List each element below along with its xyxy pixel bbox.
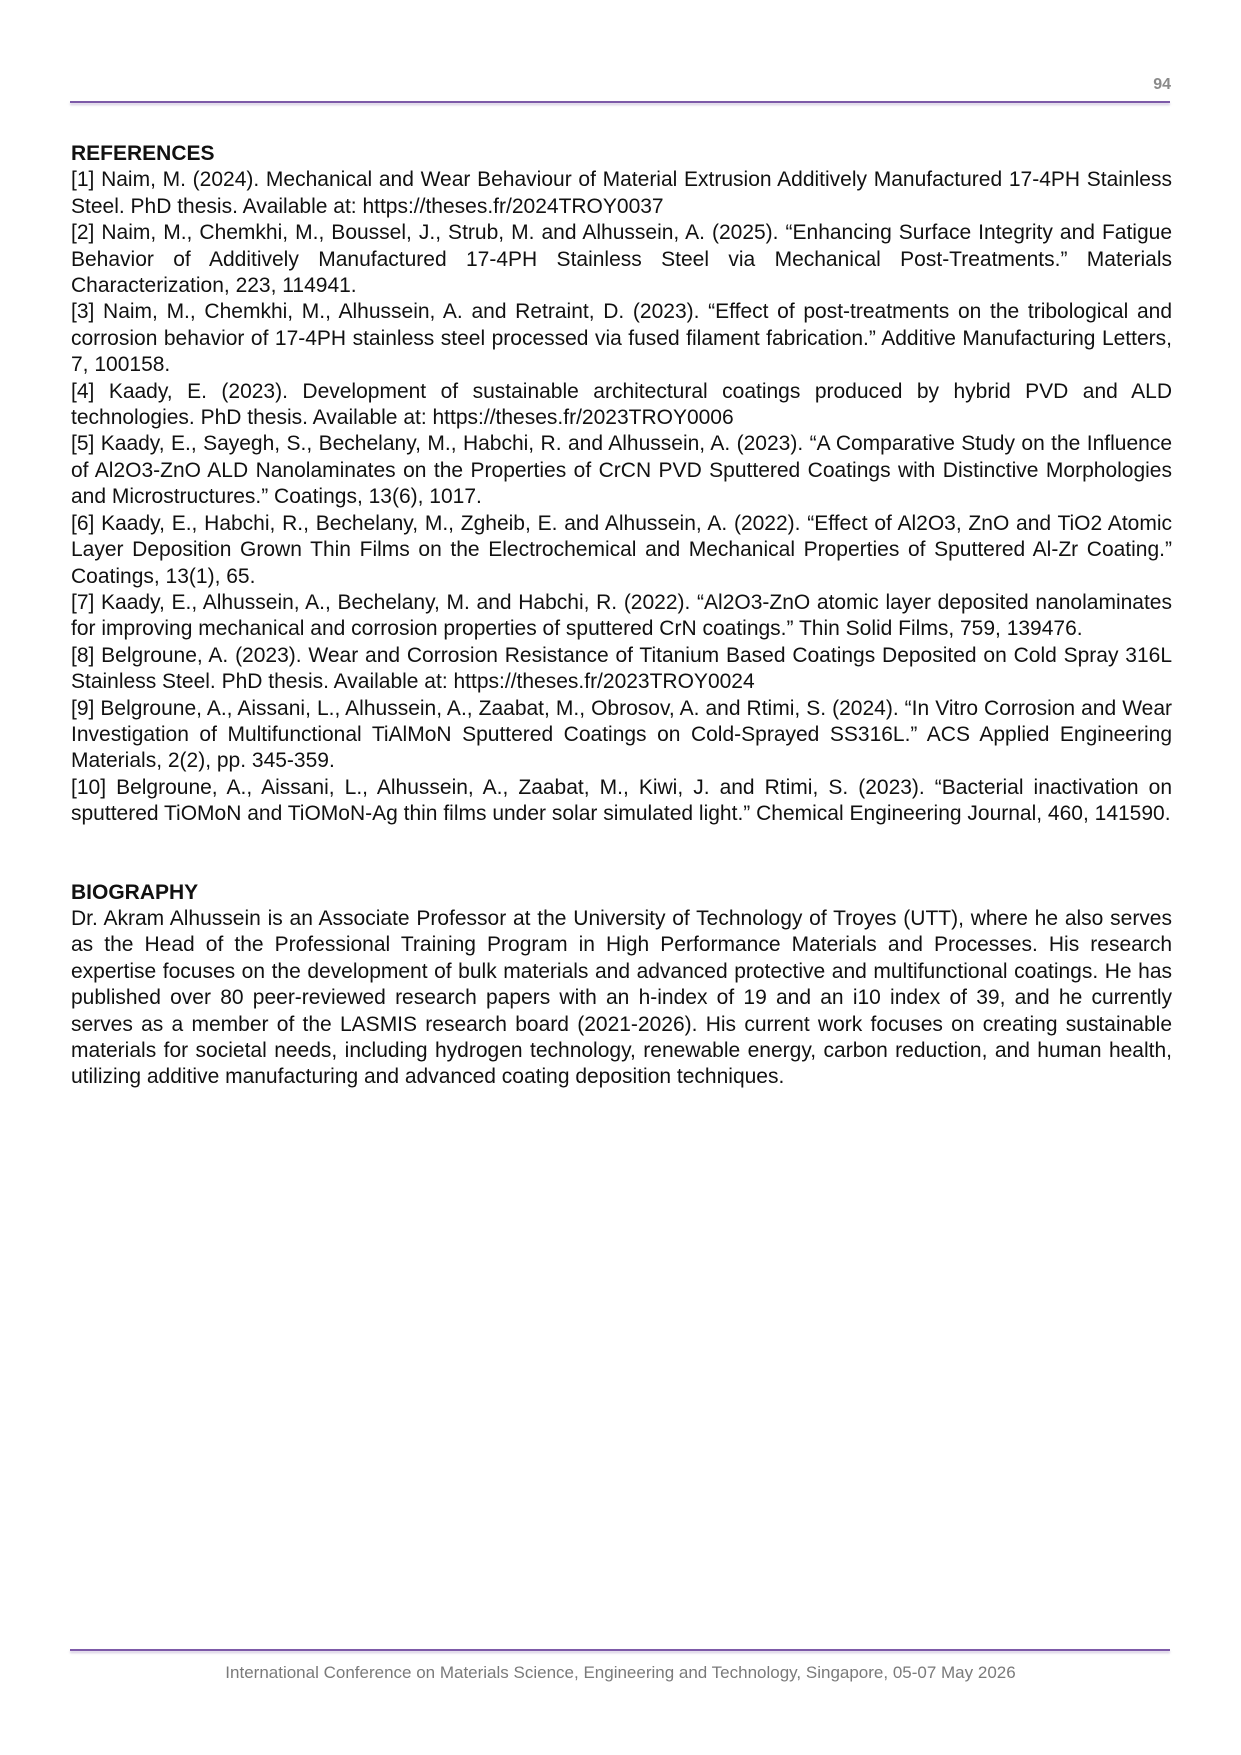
reference-item-7: [7] Kaady, E., Alhussein, A., Bechelany, M. and Habchi, R. (2022). “Al2O3-ZnO atomic layer deposited nanolaminates for improving mechanical and corrosion properties of sputtered CrN coatings.” Thin Solid Films, 759, 139476. xyxy=(71,590,1172,641)
reference-item-10: [10] Belgroune, A., Aissani, L., Alhussein, A., Zaabat, M., Kiwi, J. and Rtimi, S. (2023). “Bacterial inactivation on sputtered TiOMoN and TiOMoN-Ag thin films under solar simulated light.” Chemical Engineering Journal, 460, 141590. xyxy=(71,775,1172,826)
references-heading: REFERENCES xyxy=(71,142,215,165)
biography-section xyxy=(71,880,1172,1091)
page-number: 94 xyxy=(1153,76,1171,93)
reference-item-2: [2] Naim, M., Chemkhi, M., Boussel, J., Strub, M. and Alhussein, A. (2025). “Enhancing Surface Integrity and Fatigue Behavior of Additively Manufactured 17-4PH Stainless Steel via Mechanical Post-Treatments.” Materials Characterization, 223, 114941. xyxy=(71,221,1172,298)
reference-item-6: [6] Kaady, E., Habchi, R., Bechelany, M., Zgheib, E. and Alhussein, A. (2022). “Effect of Al2O3, ZnO and TiO2 Atomic Layer Deposition Grown Thin Films on the Electrochemical and Mechanical Properties of Sputtered Al-Zr Coating.” Coatings, 13(1), 65. xyxy=(71,511,1172,588)
footer-text: International Conference on Materials Science, Engineering and Technology, Singapore, 05-07 May 2026 xyxy=(225,1663,1016,1682)
reference-item-9: [9] Belgroune, A., Aissani, L., Alhussein, A., Zaabat, M., Obrosov, A. and Rtimi, S. (2024). “In Vitro Corrosion and Wear Investigation of Multifunctional TiAlMoN Sputtered Coatings on Cold-Sprayed SS316L.” ACS Applied Engineering Materials, 2(2), pp. 345-359. xyxy=(71,696,1172,773)
footer-rule xyxy=(70,1649,1170,1651)
references-list xyxy=(71,167,1172,827)
reference-item-8: [8] Belgroune, A. (2023). Wear and Corrosion Resistance of Titanium Based Coatings Deposited on Cold Spray 316L Stainless Steel. PhD thesis. Available at: https://theses.fr/2023TROY0024 xyxy=(71,643,1172,694)
biography-text: Dr. Akram Alhussein is an Associate Professor at the University of Technology of Troyes (UTT), where he also serves as the Head of the Professional Training Program in High Performance Materials and Processes. His research expertise focuses on the development of bulk materials and advanced protective and multifunctional coatings. He has published over 80 peer-reviewed research papers with an h-index of 19 and an i10 index of 39, and he currently serves as a member of the LASMIS research board (2021-2026). His current work focuses on creating sustainable materials for societal needs, including hydrogen technology, renewable energy, carbon reduction, and human health, utilizing additive manufacturing and advanced coating deposition techniques. xyxy=(71,906,1172,1089)
references-section xyxy=(71,141,1172,828)
reference-item-1: [1] Naim, M. (2024). Mechanical and Wear Behaviour of Material Extrusion Additively Manufactured 17-4PH Stainless Steel. PhD thesis. Available at: https://theses.fr/2024TROY0037 xyxy=(71,168,1172,218)
biography-heading: BIOGRAPHY xyxy=(71,880,199,904)
reference-item-3: [3] Naim, M., Chemkhi, M., Alhussein, A. and Retraint, D. (2023). “Effect of post-treatments on the tribological and corrosion behavior of 17-4PH stainless steel processed via fused filament fabrication.” Additive Manufacturing Letters, 7, 100158. xyxy=(71,300,1172,377)
main-content xyxy=(71,141,1172,1091)
reference-item-5: [5] Kaady, E., Sayegh, S., Bechelany, M., Habchi, R. and Alhussein, A. (2023). “A Comparative Study on the Influence of Al2O3-ZnO ALD Nanolaminates on the Properties of CrCN PVD Sputtered Coatings with Distinctive Morphologies and Microstructures.” Coatings, 13(6), 1017. xyxy=(71,432,1172,509)
reference-item-4: [4] Kaady, E. (2023). Development of sustainable architectural coatings produced by hybrid PVD and ALD technologies. PhD thesis. Available at: https://theses.fr/2023TROY0006 xyxy=(71,379,1172,430)
header-rule xyxy=(70,101,1170,103)
